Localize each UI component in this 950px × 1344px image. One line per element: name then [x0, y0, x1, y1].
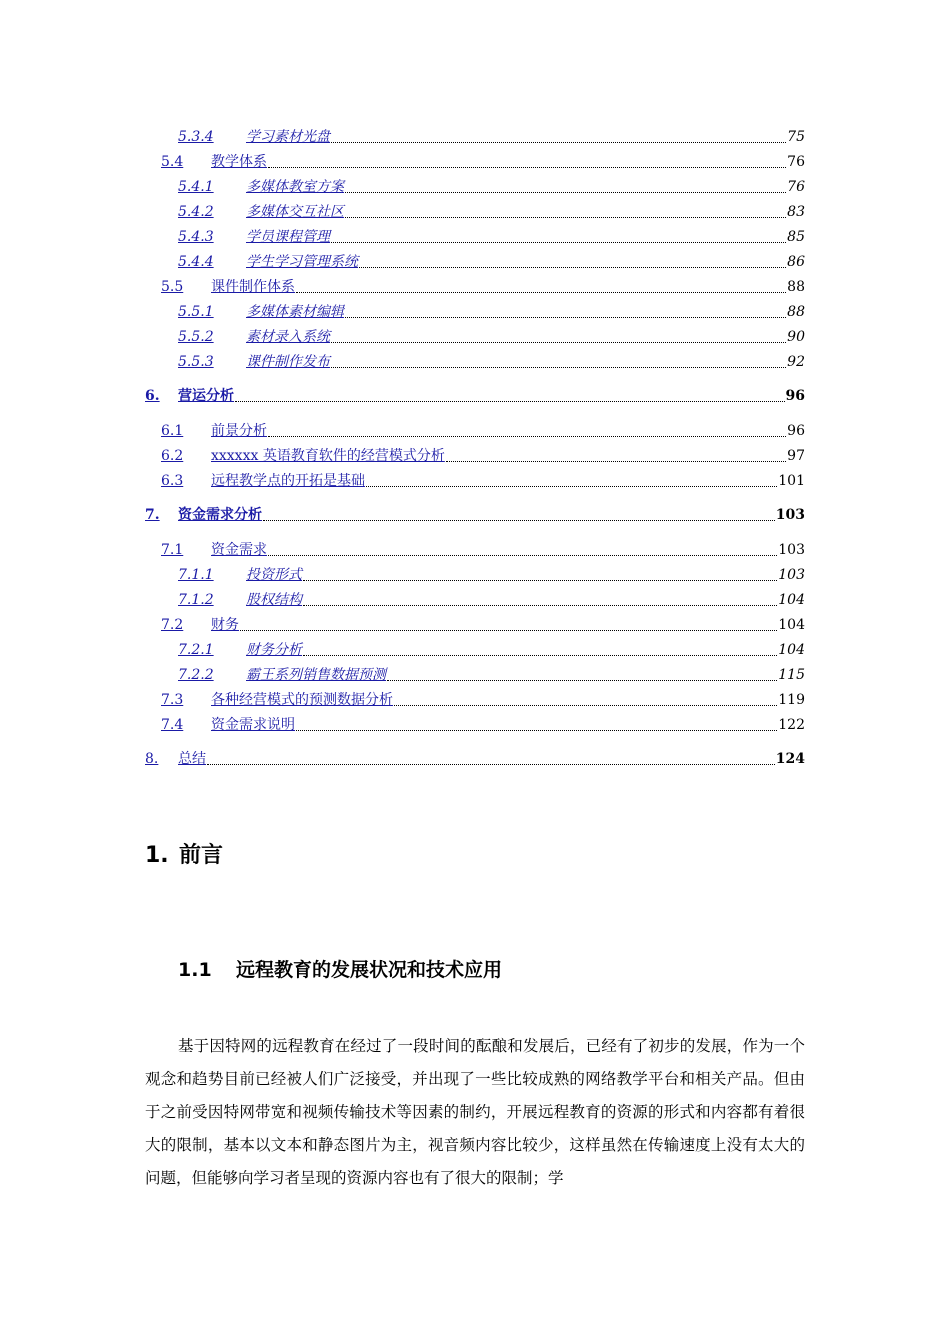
toc-entry-number[interactable]: 5.5: [161, 279, 184, 295]
toc-entry-number[interactable]: 5.5.1: [178, 304, 214, 320]
toc-dot-leader: [207, 764, 775, 765]
toc-entry[interactable]: [0, 539, 950, 561]
body-paragraph: 基于因特网的远程教育在经过了一段时间的酝酿和发展后，已经有了初步的发展，作为一个观念和趋势目前已经被人们广泛接受，并出现了一些比较成熟的网络教学平台和相关产品。但由于之前受因特网带宽和视频传输技术等因素的制约，开展远程教育的资源的形式和内容都有着很大的限制，基本以文本和静态图片为主，视音频内容比较少，这样虽然在传输速度上没有太大的问题，但能够向学习者呈现的资源内容也有了很大的限制；学: [145, 1037, 805, 1187]
toc-dot-leader: [331, 367, 786, 368]
toc-entry-title[interactable]: 霸王系列销售数据预测: [246, 667, 386, 683]
toc-entry-title[interactable]: 多媒体素材编辑: [246, 304, 344, 320]
toc-entry-number[interactable]: 7.1.2: [178, 592, 214, 608]
toc-entry[interactable]: [0, 445, 950, 467]
toc-entry[interactable]: [0, 589, 950, 611]
toc-entry[interactable]: [0, 301, 950, 323]
toc-entry-page: 88: [787, 304, 805, 320]
toc-entry[interactable]: [0, 201, 950, 223]
toc-entry-page: 90: [787, 329, 805, 345]
toc-entry-page: 86: [787, 254, 805, 270]
toc-entry-title[interactable]: 财务分析: [246, 642, 302, 658]
toc-entry-page: 92: [787, 354, 805, 370]
toc-dot-leader: [446, 461, 786, 462]
toc-dot-leader: [240, 630, 777, 631]
toc-entry-page: 104: [778, 592, 805, 608]
toc-entry-number[interactable]: 7.1.1: [178, 567, 214, 583]
toc-entry-title[interactable]: 多媒体交互社区: [246, 204, 344, 220]
toc-entry-page: 88: [787, 279, 805, 295]
subsection-number: 1.1: [178, 959, 212, 981]
toc-entry-title[interactable]: 前景分析: [211, 423, 267, 439]
toc-entry[interactable]: [0, 276, 950, 298]
toc-entry-title[interactable]: 远程教学点的开拓是基础: [211, 473, 365, 489]
toc-entry[interactable]: [0, 470, 950, 492]
toc-entry-page: 122: [778, 717, 805, 733]
toc-entry[interactable]: [0, 664, 950, 686]
section-heading: [145, 838, 223, 869]
toc-entry-page: 103: [775, 507, 805, 523]
toc-entry-title[interactable]: 课件制作体系: [211, 279, 295, 295]
toc-entry-page: 97: [787, 448, 805, 464]
subsection-heading: [178, 955, 502, 982]
toc-entry[interactable]: [0, 251, 950, 273]
toc-dot-leader: [235, 401, 785, 402]
toc-entry-page: 103: [778, 542, 805, 558]
toc-entry-number[interactable]: 6.: [145, 388, 160, 404]
toc-entry-page: 85: [787, 229, 805, 245]
toc-entry-number[interactable]: 5.4: [161, 154, 184, 170]
toc-entry-title[interactable]: 股权结构: [246, 592, 302, 608]
toc-entry-number[interactable]: 5.5.2: [178, 329, 214, 345]
toc-entry[interactable]: [0, 639, 950, 661]
toc-entry-number[interactable]: 5.4.4: [178, 254, 214, 270]
toc-entry[interactable]: [0, 564, 950, 586]
toc-entry-number[interactable]: 6.2: [161, 448, 184, 464]
toc-entry-number[interactable]: 7.2.2: [178, 667, 214, 683]
toc-dot-leader: [331, 142, 786, 143]
toc-entry[interactable]: [0, 226, 950, 248]
toc-entry-number[interactable]: 7.: [145, 507, 160, 523]
toc-entry-page: 119: [778, 692, 805, 708]
toc-entry-title[interactable]: 资金需求说明: [211, 717, 295, 733]
section-number: 1.: [145, 843, 169, 868]
toc-entry[interactable]: [0, 689, 950, 711]
section-title: 前言: [179, 843, 224, 868]
toc-entry-title[interactable]: 多媒体教室方案: [246, 179, 344, 195]
toc-entry-page: 76: [787, 154, 805, 170]
toc-entry-page: 124: [775, 751, 805, 767]
toc-entry-page: 83: [787, 204, 805, 220]
toc-entry[interactable]: [0, 714, 950, 736]
toc-entry-page: 76: [787, 179, 805, 195]
toc-entry[interactable]: [0, 504, 950, 526]
toc-entry[interactable]: [0, 326, 950, 348]
toc-entry[interactable]: [0, 176, 950, 198]
toc-entry-number[interactable]: 5.3.4: [178, 129, 214, 145]
toc-dot-leader: [345, 317, 786, 318]
toc-entry[interactable]: [0, 151, 950, 173]
toc-dot-leader: [387, 680, 777, 681]
toc-entry[interactable]: [0, 385, 950, 407]
toc-dot-leader: [268, 167, 786, 168]
toc-entry-number[interactable]: 7.2.1: [178, 642, 214, 658]
toc-entry-number[interactable]: 7.3: [161, 692, 184, 708]
toc-dot-leader: [331, 242, 786, 243]
toc-entry-page: 101: [778, 473, 805, 489]
toc-entry-title[interactable]: xxxxxx 英语教育软件的经营模式分析: [211, 448, 445, 464]
toc-dot-leader: [345, 217, 786, 218]
toc-dot-leader: [268, 436, 786, 437]
toc-entry[interactable]: [0, 614, 950, 636]
toc-entry[interactable]: [0, 351, 950, 373]
toc-entry-title[interactable]: 营运分析: [178, 388, 234, 404]
toc-entry-title[interactable]: 学习素材光盘: [246, 129, 330, 145]
toc-dot-leader: [303, 605, 777, 606]
toc-entry-page: 115: [778, 667, 805, 683]
toc-entry-title[interactable]: 学员课程管理: [246, 229, 330, 245]
toc-dot-leader: [263, 520, 775, 521]
toc-dot-leader: [345, 192, 786, 193]
toc-dot-leader: [331, 342, 786, 343]
toc-entry[interactable]: [0, 748, 950, 770]
toc-entry-page: 103: [778, 567, 805, 583]
toc-entry[interactable]: [0, 420, 950, 442]
toc-dot-leader: [268, 555, 777, 556]
toc-entry-number[interactable]: 5.4.2: [178, 204, 214, 220]
toc-entry-number[interactable]: 8.: [145, 751, 159, 767]
toc-entry-title[interactable]: 财务: [211, 617, 239, 633]
toc-entry-number[interactable]: 7.2: [161, 617, 184, 633]
toc-entry-title[interactable]: 各种经营模式的预测数据分析: [211, 692, 393, 708]
toc-entry-number[interactable]: 5.5.3: [178, 354, 214, 370]
toc-entry-number[interactable]: 6.3: [161, 473, 184, 489]
toc-entry-page: 96: [785, 388, 805, 404]
toc-entry-title[interactable]: 课件制作发布: [246, 354, 330, 370]
toc-entry-title[interactable]: 投资形式: [246, 567, 302, 583]
toc-entry-number[interactable]: 5.4.3: [178, 229, 214, 245]
toc-entry-title[interactable]: 资金需求: [211, 542, 267, 558]
toc-entry-title[interactable]: 资金需求分析: [178, 507, 262, 523]
toc-entry-page: 75: [787, 129, 805, 145]
toc-entry-page: 104: [778, 642, 805, 658]
toc-dot-leader: [303, 655, 777, 656]
toc-dot-leader: [366, 486, 777, 487]
toc-entry-page: 104: [778, 617, 805, 633]
toc-entry-page: 96: [787, 423, 805, 439]
toc-dot-leader: [296, 730, 777, 731]
toc-dot-leader: [359, 267, 786, 268]
toc-entry-number[interactable]: 7.1: [161, 542, 184, 558]
toc-dot-leader: [303, 580, 777, 581]
toc-entry-title[interactable]: 教学体系: [211, 154, 267, 170]
toc-entry-title[interactable]: 素材录入系统: [246, 329, 330, 345]
toc-entry-number[interactable]: 6.1: [161, 423, 184, 439]
toc-entry[interactable]: [0, 126, 950, 148]
subsection-title: 远程教育的发展状况和技术应用: [236, 959, 503, 981]
toc-entry-number[interactable]: 5.4.1: [178, 179, 214, 195]
toc-dot-leader: [296, 292, 786, 293]
toc-entry-title[interactable]: 总结: [178, 751, 206, 767]
toc-dot-leader: [394, 705, 777, 706]
toc-entry-number[interactable]: 7.4: [161, 717, 184, 733]
toc-entry-title[interactable]: 学生学习管理系统: [246, 254, 358, 270]
